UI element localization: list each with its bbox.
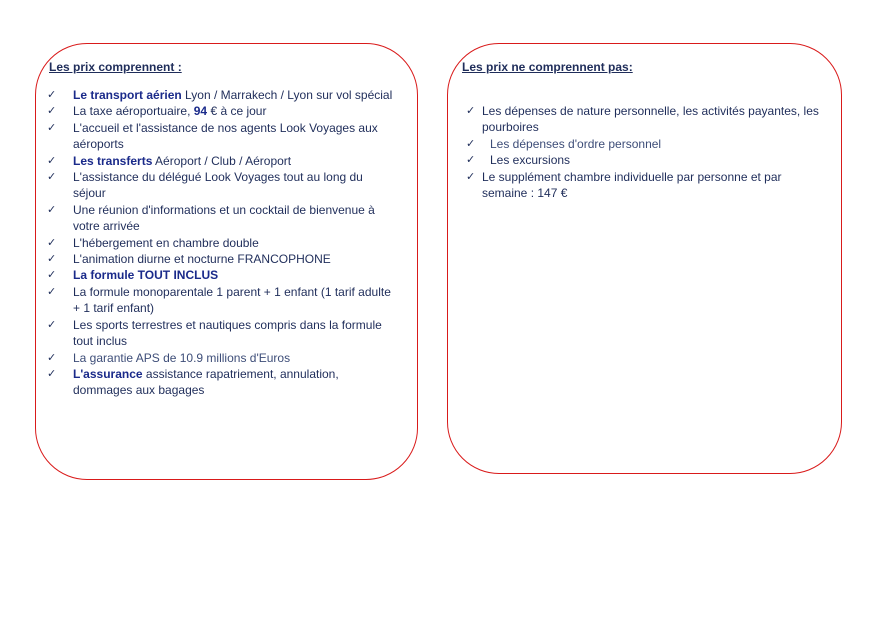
list-item: ✓ L'assistance du délégué Look Voyages tout au long du séjour xyxy=(47,170,363,201)
check-icon: ✓ xyxy=(47,120,57,134)
list-item: ✓ La taxe aéroportuaire, 94 € à ce jour xyxy=(47,104,267,119)
excluded-list xyxy=(466,103,827,201)
list-item: ✓ Les excursions xyxy=(466,153,571,168)
check-icon: ✓ xyxy=(47,88,57,101)
list-item: ✓ Les transferts Aéroport / Club / Aéroport xyxy=(47,153,292,168)
check-icon: ✓ xyxy=(466,104,476,117)
list-item: ✓ Une réunion d'informations et un cocktail de bienvenue à votre arrivée xyxy=(47,202,375,234)
check-icon: ✓ xyxy=(47,268,57,282)
check-icon: ✓ xyxy=(47,366,57,380)
check-icon: ✓ xyxy=(47,153,57,167)
list-item: ✓ Les dépenses d'ordre personnel xyxy=(466,136,662,151)
check-icon: ✓ xyxy=(47,202,57,216)
included-list xyxy=(47,87,397,399)
list-item: ✓ La formule TOUT INCLUS xyxy=(47,268,219,283)
list-item: ✓ L'accueil et l'assistance de nos agents Look Voyages aux aéroports xyxy=(47,120,378,152)
check-icon: ✓ xyxy=(466,169,476,183)
list-item: ✓ L'hébergement en chambre double xyxy=(47,235,259,250)
list-item: ✓ La garantie APS de 10.9 millions d'Euros xyxy=(47,350,291,365)
list-item: ✓ Les dépenses de nature personnelle, les activités payantes, les pourboires xyxy=(466,104,819,135)
check-icon: ✓ xyxy=(47,235,57,249)
list-item: ✓ Le transport aérien Lyon / Marrakech / Lyon sur vol spécial xyxy=(47,88,393,102)
list-item: ✓ Les sports terrestres et nautiques compris dans la formule tout inclus xyxy=(47,317,382,349)
list-item: ✓ L'animation diurne et nocturne FRANCOPHONE xyxy=(47,252,331,267)
list-item: ✓ Le supplément chambre individuelle par personne et par semaine : 147 € xyxy=(466,169,782,201)
check-icon: ✓ xyxy=(47,252,57,266)
excluded-heading: Les prix ne comprennent pas: xyxy=(462,60,633,74)
check-icon: ✓ xyxy=(47,284,57,298)
list-item: ✓ L'assurance assistance rapatriement, annulation, dommages aux bagages xyxy=(47,366,339,398)
list-item: ✓ La formule monoparentale 1 parent + 1 enfant (1 tarif adulte + 1 tarif enfant) xyxy=(47,284,391,316)
included-heading: Les prix comprennent : xyxy=(49,60,182,74)
check-icon: ✓ xyxy=(47,317,57,331)
check-icon: ✓ xyxy=(47,350,57,364)
check-icon: ✓ xyxy=(47,170,57,184)
check-icon: ✓ xyxy=(47,104,57,118)
check-icon: ✓ xyxy=(466,136,476,150)
check-icon: ✓ xyxy=(466,153,476,167)
